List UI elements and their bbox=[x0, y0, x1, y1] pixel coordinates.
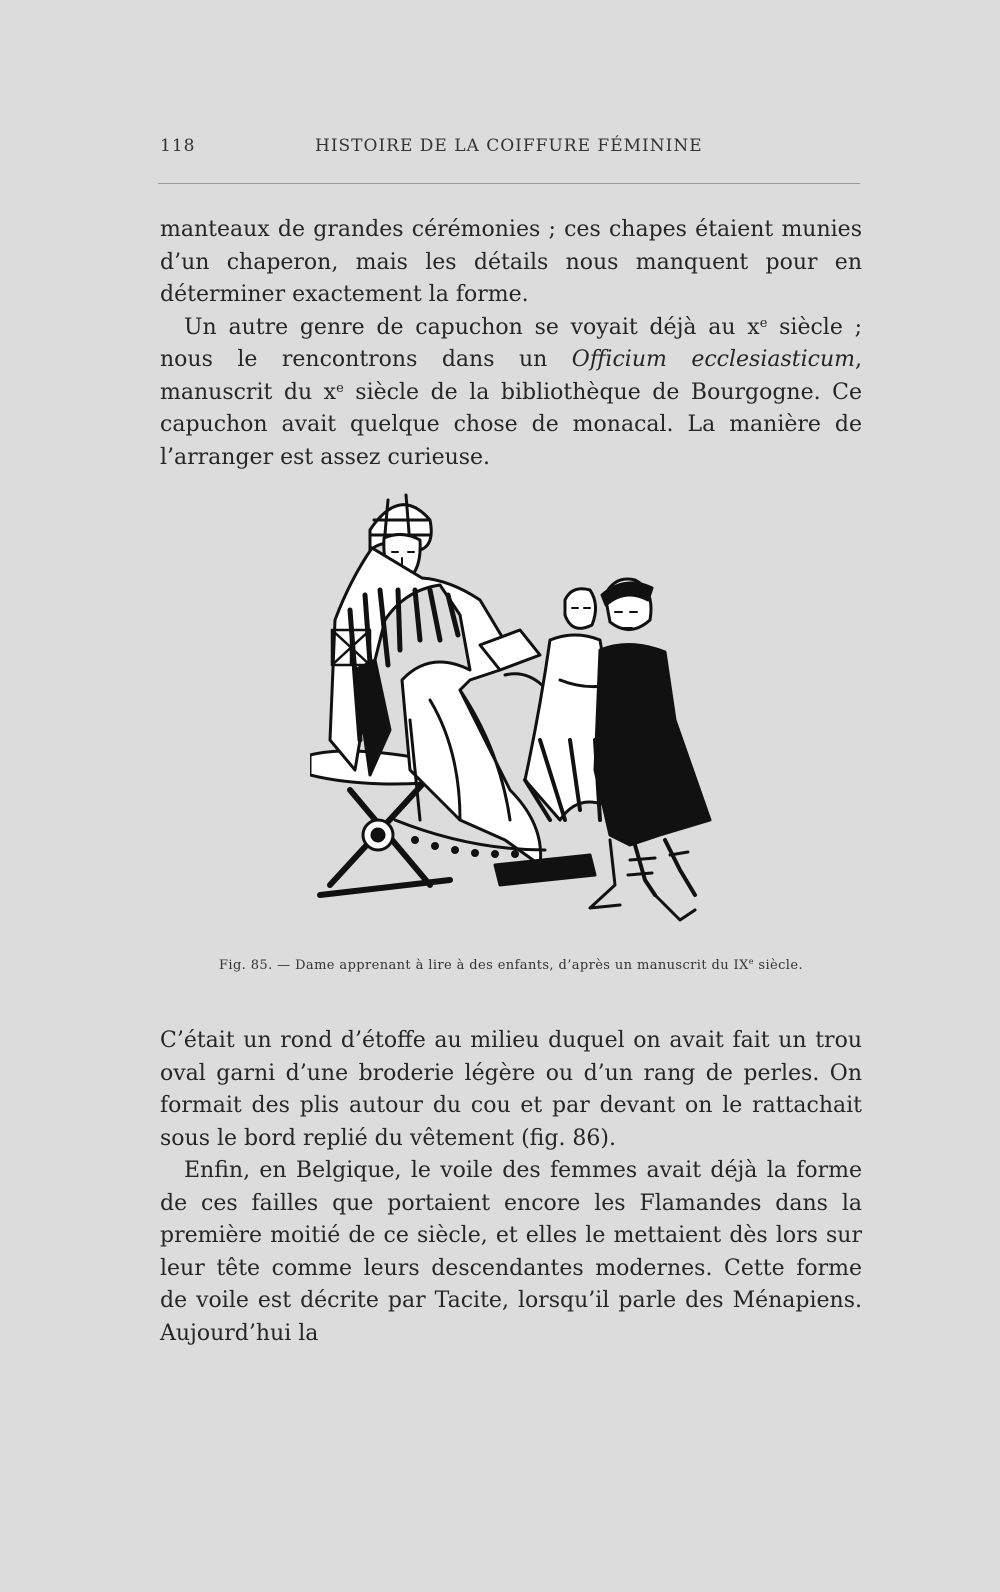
paragraph-2-part-a: Un autre genre de capuchon se voyait déjà au x bbox=[184, 314, 760, 340]
caption-superscript: e bbox=[748, 957, 754, 966]
paragraph-1: manteaux de grandes cérémonies ; ces chapes étaient munies d’un chaperon, mais les détails nous manquent pour en déterminer exactement la forme. bbox=[160, 217, 862, 307]
paragraph-3: C’était un rond d’étoffe au milieu duquel on avait fait un trou oval garni d’une broderie légère ou d’un rang de perles. On formait des plis autour du cou et par devant on le rattachait sous le bord replié du vêtement (fig. 86). bbox=[160, 1028, 862, 1151]
italic-title: Officium ecclesiasticum bbox=[571, 347, 855, 372]
text-block-top bbox=[160, 214, 862, 474]
caption-end: siècle. bbox=[753, 958, 803, 973]
figure-illustration bbox=[310, 490, 730, 945]
superscript-e: e bbox=[759, 315, 768, 331]
figure-caption bbox=[160, 958, 862, 973]
caption-century: IX bbox=[733, 958, 749, 973]
paragraph-2-part-b: siècle ; nous le rencontrons dans un bbox=[160, 314, 863, 372]
paragraph-4: Enfin, en Belgique, le voile des femmes avait déjà la forme de ces failles que portaient encore les Flamandes dans la première moitié de ce siècle, et elles le mettaient dès lors sur leur tête comme leurs descendantes modernes. Cette forme de voile est décrite par Tacite, lorsqu’il parle des Ménapiens. Aujourd’hui la bbox=[160, 1158, 862, 1346]
running-title: HISTOIRE DE LA COIFFURE FÉMININE bbox=[315, 136, 703, 156]
manuscript-illustration bbox=[310, 490, 730, 945]
page-number: 118 bbox=[160, 136, 196, 156]
caption-prefix: Fig. 85. — bbox=[218, 958, 296, 973]
header-rule bbox=[158, 183, 860, 184]
paragraph-2-part-d: siècle de la bibliothèque de Bourgogne. Ce capuchon avait quelque chose de monacal. La manière de l’arranger est assez curieuse. bbox=[160, 379, 862, 470]
text-block-bottom bbox=[160, 1025, 862, 1350]
paragraph-2 bbox=[160, 312, 862, 475]
running-head bbox=[160, 136, 860, 162]
superscript-e: e bbox=[336, 380, 344, 396]
paragraph-2-part-c: , manuscrit du x bbox=[160, 347, 862, 405]
caption-text: Dame apprenant à lire à des enfants, d’après un manuscrit du bbox=[295, 958, 734, 973]
